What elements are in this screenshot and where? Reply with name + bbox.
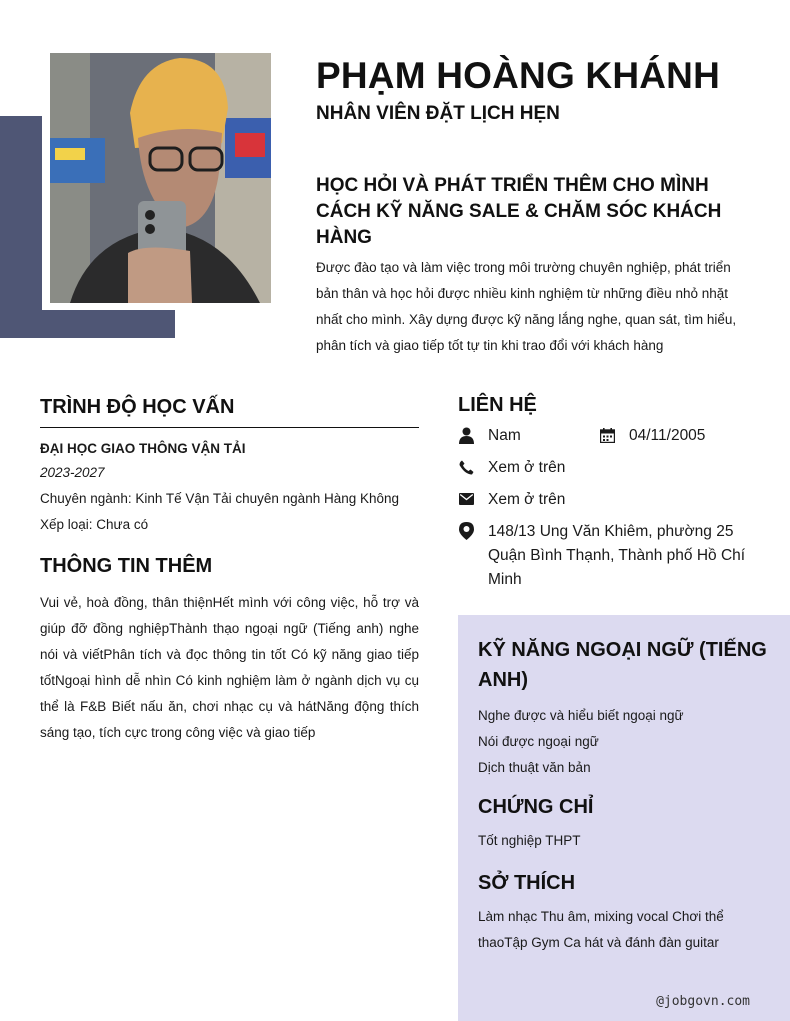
birthday-value: 04/11/2005 [629, 427, 706, 444]
language-skill-item: Nói được ngoại ngữ [478, 734, 599, 749]
certificate-item: Tốt nghiệp THPT [478, 833, 581, 848]
language-skill-item: Nghe được và hiểu biết ngoại ngữ [478, 708, 684, 723]
certificates-title: CHỨNG CHỈ [478, 796, 594, 818]
more-info-section [40, 555, 419, 746]
accent-block-horizontal [0, 310, 175, 338]
contact-title: LIÊN HỆ [458, 394, 537, 416]
profile-photo [50, 53, 271, 303]
more-info-title: THÔNG TIN THÊM [40, 555, 213, 577]
location-pin-icon [458, 522, 474, 540]
job-title: NHÂN VIÊN ĐẶT LỊCH HẸN [316, 103, 560, 124]
contact-birthday [599, 424, 705, 448]
education-title: TRÌNH ĐỘ HỌC VẤN [40, 396, 419, 428]
language-skill-item: Dịch thuật văn bản [478, 760, 591, 775]
candidate-name: PHẠM HOÀNG KHÁNH [316, 55, 721, 96]
person-icon [458, 426, 474, 444]
education-section [40, 396, 419, 538]
more-info-text: Vui vẻ, hoà đồng, thân thiệnHết mình với công việc, hỗ trợ và giúp đỡ đồng nghiệpThành thạo ngoại ngữ (Tiếng anh) nghe nói và viếtPhân tích và đọc thông tin tốt Có kỹ năng giao tiếp tốtNgoại hình dễ nhìn Có kinh nghiệm làm ở ngành dịch vụ cụ thể là F&B Biết nấu ăn, chơi nhạc cụ và hátNăng động thích sáng tạo, tích cực trong công việc và giao tiếp [40, 595, 419, 740]
language-skills-title: KỸ NĂNG NGOẠI NGỮ (TIẾNG ANH) [478, 639, 767, 691]
gender-value: Nam [488, 427, 521, 444]
phone-icon [458, 458, 474, 476]
hobbies-text: Làm nhạc Thu âm, mixing vocal Chơi thể thaoTập Gym Ca hát và đánh đàn guitar [478, 909, 724, 950]
hobbies-section [478, 868, 768, 956]
contact-gender [458, 424, 521, 448]
hobbies-title: SỞ THÍCH [478, 872, 576, 894]
email-value: Xem ở trên [488, 491, 566, 508]
contact-email [458, 488, 565, 512]
address-value: 148/13 Ung Văn Khiêm, phường 25 Quận Bình Thạnh, Thành phố Hồ Chí Minh [488, 523, 746, 588]
contact-address [458, 520, 758, 592]
contact-phone [458, 456, 565, 480]
email-icon [458, 490, 474, 508]
phone-value: Xem ở trên [488, 459, 566, 476]
calendar-icon [599, 426, 615, 444]
accent-block-vertical [0, 116, 42, 338]
school-name: ĐẠI HỌC GIAO THÔNG VẬN TẢI [40, 441, 246, 456]
language-skills-section [478, 635, 768, 781]
education-years: 2023-2027 [40, 465, 105, 480]
objective-text: Được đào tạo và làm việc trong môi trường chuyên nghiệp, phát triển bản thân và học hỏi được nhiều kinh nghiệm từ những điều nhỏ nhặt nhất cho mình. Xây dựng được kỹ năng lắng nghe, quan sát, tìm hiểu, phân tích và giao tiếp tốt tự tin khi trao đổi với khách hàng [316, 260, 737, 353]
certificates-section [478, 792, 768, 854]
objective-title: HỌC HỎI VÀ PHÁT TRIỂN THÊM CHO MÌNH CÁCH KỸ NĂNG SALE & CHĂM SÓC KHÁCH HÀNG [316, 175, 722, 248]
watermark: @jobgovn.com [656, 994, 750, 1009]
education-grade: Xếp loại: Chưa có [40, 517, 149, 532]
education-major: Chuyên ngành: Kinh Tế Vận Tải chuyên ngành Hàng Không [40, 491, 400, 506]
skills-panel [458, 615, 790, 1021]
